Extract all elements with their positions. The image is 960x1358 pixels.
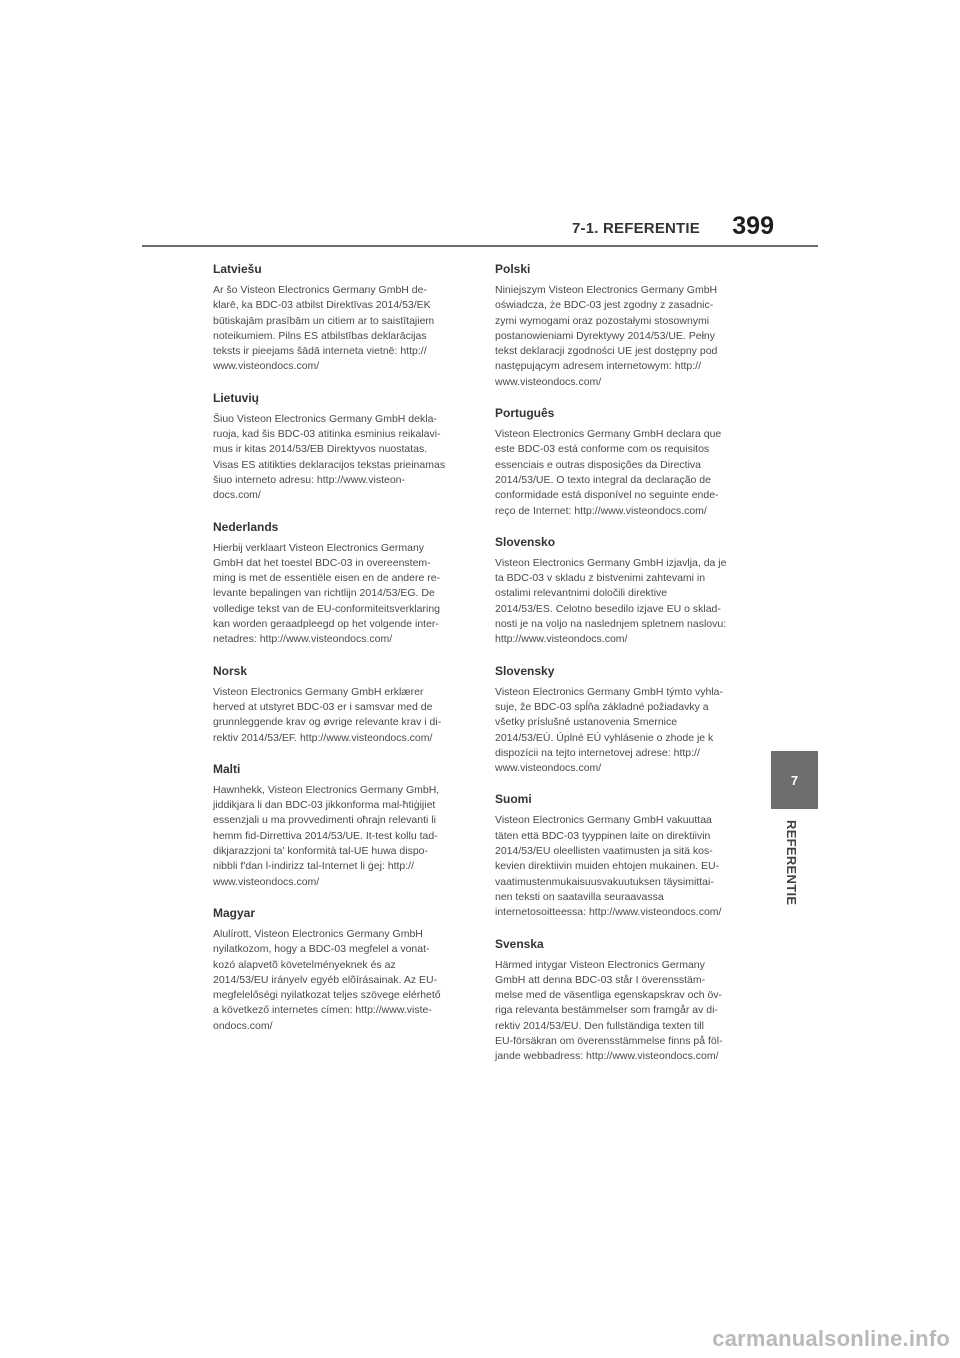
block-title: Slovensko [495, 534, 556, 549]
block-title: Português [495, 406, 555, 421]
block-text: Visteon Electronics Germany GmbH declara que este BDC-03 está conforme com os requisitos essenciais e outras disposições da Directiva 2014/53/UE. O texto integral da declaração de conformidade está disponível no seguinte ende- reço de Internet: http://www.visteondocs.com/ [495, 428, 722, 517]
block-title: Polski [495, 262, 531, 276]
language-block-slovak [495, 664, 747, 777]
chapter-label: REFERENTIE [784, 820, 799, 906]
block-title: Svenska [495, 936, 544, 951]
block-title: Norsk [213, 663, 248, 678]
block-title: Latviešu [213, 262, 262, 276]
chapter-number: 7 [790, 772, 799, 788]
language-block-finnish [495, 792, 747, 920]
header-divider [142, 245, 818, 247]
left-column [213, 262, 465, 1050]
language-block-hungarian [213, 906, 465, 1034]
language-block-polish [495, 262, 747, 390]
page-number: 399 [732, 212, 774, 240]
block-title: Nederlands [213, 519, 279, 534]
block-text: Visteon Electronics Germany GmbH izjavlja, da je ta BDC-03 v skladu z bistvenimi zahtevami in ostalimi relevantnimi določili direktive 2014/53/ES. Celotno besedilo izjave EU o sklad- nosti je na voljo na naslednjem spletnem naslovu: http://www.visteondocs.com/ [495, 556, 727, 646]
language-block-norwegian [213, 664, 465, 746]
language-block-lithuanian [213, 391, 465, 504]
language-block-dutch [213, 520, 465, 648]
block-text: Ar šo Visteon Electronics Germany GmbH de- klarē, ka BDC-03 atbilst Direktīvas 2014/53/EK būtiskajām prasībām un citiem ar to saistītajiem noteikumiem. Pilns ES atbilstības deklarācijas teksts ir pieejams šādā interneta vietnē: http:// www.visteondocs.com/ [213, 284, 435, 373]
section-title: 7-1. REFERENTIE [571, 220, 700, 237]
block-title: Suomi [495, 792, 532, 807]
language-block-portuguese [495, 406, 747, 519]
block-title: Lietuvių [213, 390, 260, 405]
block-text: Niniejszym Visteon Electronics Germany GmbH oświadcza, że BDC-03 jest zgodny z zasadnic- zymi wymogami oraz pozostałymi stosownymi postanowieniami Dyrektywy 2014/53/UE. Pełny tekst deklaracji zgodności UE jest dostępny pod następującym adresem internetowym: http:// www.visteondocs.com/ [495, 284, 718, 388]
block-title: Magyar [213, 905, 256, 920]
block-text: Visteon Electronics Germany GmbH vakuuttaa täten että BDC-03 tyyppinen laite on direktiivin 2014/53/EU oleellisten vaatimusten ja sitä kos- kevien direktiivin muiden ehtojen mukainen. EU- vaatimustenmukaisuusvakuutuksen täysimittai- nen teksti on saatavilla seuraavassa internetosoitteessa: http://www.visteondocs.com/ [495, 814, 722, 919]
block-text: Härmed intygar Visteon Electronics Germany GmbH att denna BDC-03 står I överensstäm- melse med de väsentliga egenskapskrav och öv- riga relevanta bestämmelser som framgår av di- rektiv 2014/53/EU. Den fullständiga texten till EU-försäkran om överensstämmelse finns på föl- jande webbadress: http://www.visteondocs.com/ [495, 958, 723, 1063]
block-text: Hierbij verklaart Visteon Electronics Germany GmbH dat het toestel BDC-03 in overeenstem- ming is met de essentiële eisen en de andere re- levante bepalingen van richtlijn 2014/53/EG. De volledige tekst van de EU-conformiteitsverklaring kan worden geraadpleegd op het volgende inter- netadres: http://www.visteondocs.com/ [213, 541, 441, 646]
block-title: Malti [213, 761, 241, 776]
watermark: carmanualsonline.info [712, 1326, 950, 1351]
block-text: Visteon Electronics Germany GmbH erklærer herved at utstyret BDC-03 er i samsvar med de grunnleggende krav og øvrige relevante krav i di- rektiv 2014/53/EF. http://www.visteondocs.com/ [213, 685, 442, 744]
block-text: Šiuo Visteon Electronics Germany GmbH dekla- ruoja, kad šis BDC-03 atitinka esminius reikalavi- mus ir kitas 2014/53/EB Direktyvos nuostatas. Visas ES atitikties deklaracijos tekstas prieinamas šiuo interneto adresu: http://www.visteon- docs.com/ [213, 412, 446, 502]
block-title: Slovensky [495, 663, 555, 678]
block-text: Alulírott, Visteon Electronics Germany GmbH nyilatkozom, hogy a BDC-03 megfelel a vonat- kozó alapvetõ követelményeknek és az 2014/53/EU irányelv egyéb elõírásainak. Az EU- megfelelőségi nyilatkozat teljes szövege elérhető a következő internetes címen: http://www.viste- ondocs.com/ [213, 927, 441, 1032]
language-block-latvian [213, 262, 465, 375]
block-text: Hawnhekk, Visteon Electronics Germany GmbH, jiddikjara li dan BDC-03 jikkonforma mal-ħtiġijiet essenzjali u ma provvedimenti oħrajn relevanti li hemm fid-Dirrettiva 2014/53/UE. It-test kollu tad- dikjarazzjoni ta' konformità tal-UE huwa dispo- nibbli f'dan l-indirizz tal-Internet li ġej: http:// www.visteondocs.com/ [213, 783, 440, 888]
language-block-swedish [495, 937, 747, 1065]
language-block-maltese [213, 762, 465, 890]
right-column [495, 262, 747, 1081]
block-text: Visteon Electronics Germany GmbH týmto vyhla- suje, že BDC-03 spĺňa základné požiadavky a všetky príslušné ustanovenia Smernice 2014/53/EÚ. Úplné EÚ vyhlásenie o zhode je k dispozícii na tejto internetovej adrese: http:// www.visteondocs.com/ [495, 685, 723, 775]
chapter-tab [771, 751, 818, 809]
page-header [142, 214, 818, 244]
language-block-slovenian [495, 535, 747, 648]
